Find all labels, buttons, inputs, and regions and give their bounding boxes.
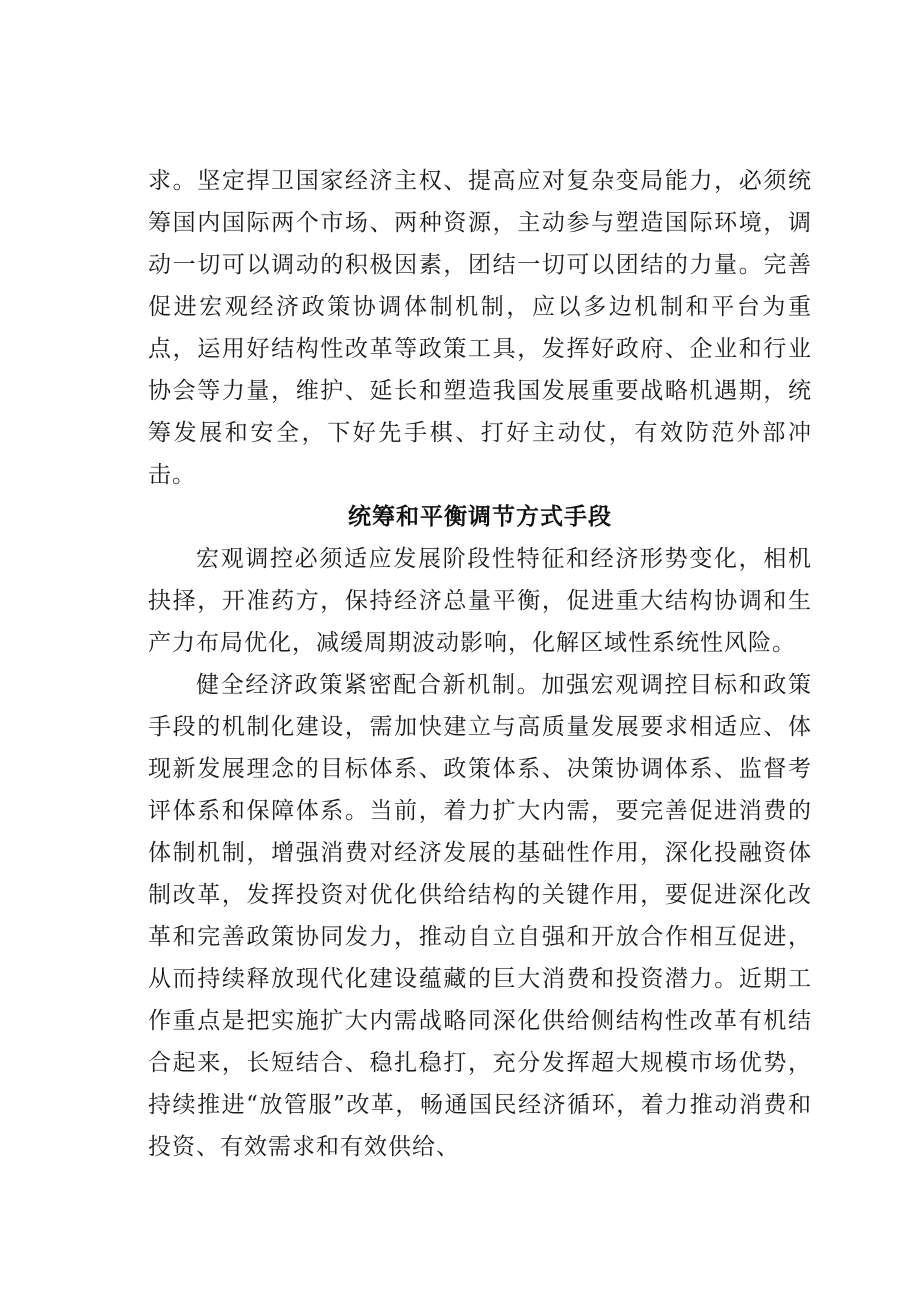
body-paragraph-3: 健全经济政策紧密配合新机制。加强宏观调控目标和政策手段的机制化建设，需加快建立与高质量发展要求相适应、体现新发展理念的目标体系、政策体系、决策协调体系、监督考评体系和保障体系。当前，着力扩大内需，要完善促进消费的体制机制，增强消费对经济发展的基础性作用，深化投融资体制改革，发挥投资对优化供给结构的关键作用，要促进深化改革和完善政策协同发力，推动自立自强和开放合作相互促进，从而持续释放现代化建设蕴藏的巨大消费和投资潜力。近期工作重点是把实施扩大内需战略同深化供给侧结构性改革有机结合起来，长短结合、稳扎稳打，充分发挥超大规模市场优势，持续推进“放管服”改革，畅通国民经济循环，着力推动消费和投资、有效需求和有效供给、 <box>148 672 812 1160</box>
body-paragraph-2: 宏观调控必须适应发展阶段性特征和经济形势变化，相机抉择，开准药方，保持经济总量平衡，促进重大结构协调和生产力布局优化，减缓周期波动影响，化解区域性系统性风险。 <box>148 546 812 656</box>
section-heading: 统筹和平衡调节方式手段 <box>348 504 612 530</box>
document-body <box>148 160 812 1168</box>
body-paragraph-1: 求。坚定捍卫国家经济主权、提高应对复杂变局能力，必须统筹国内国际两个市场、两种资源，主动参与塑造国际环境，调动一切可以调动的积极因素，团结一切可以团结的力量。完善促进宏观经济政策协调体制机制，应以多边机制和平台为重点，运用好结构性改革等政策工具，发挥好政府、企业和行业协会等力量，维护、延长和塑造我国发展重要战略机遇期，统筹发展和安全，下好先手棋、打好主动仗，有效防范外部冲击。 <box>148 168 812 488</box>
